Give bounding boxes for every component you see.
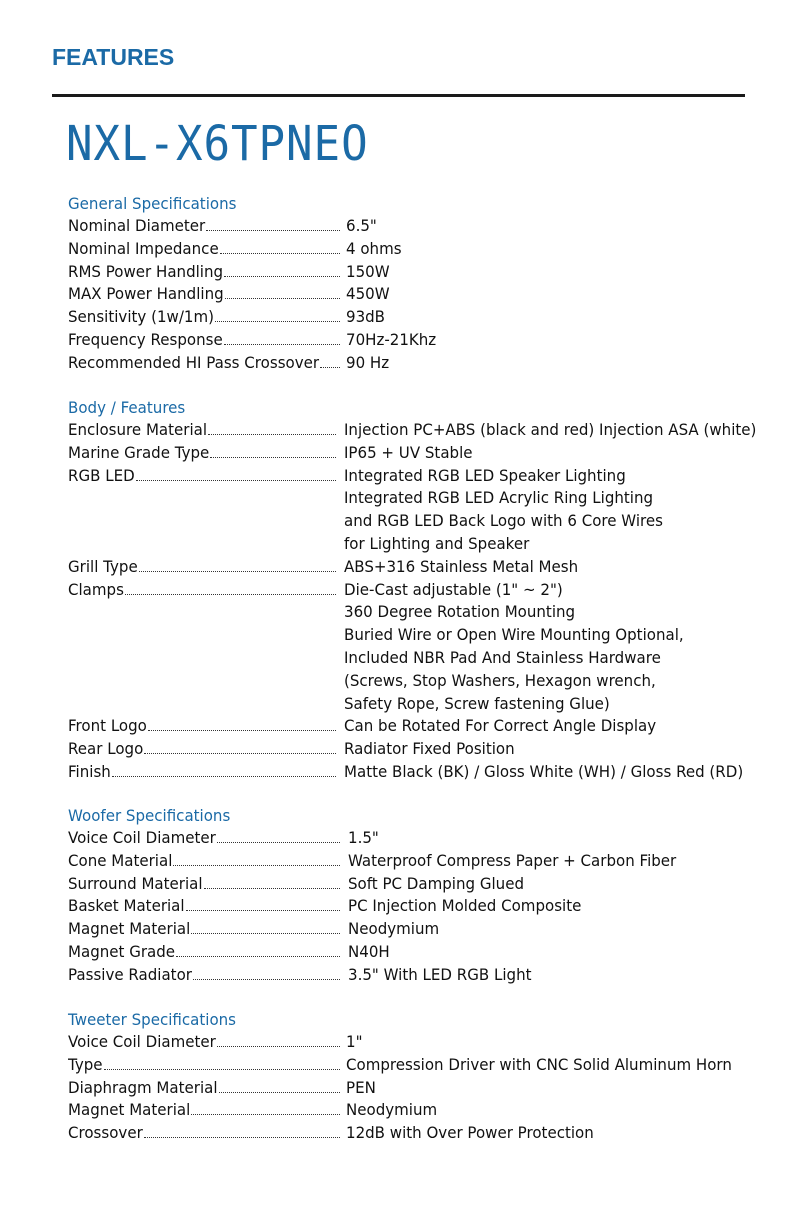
model-name: NXL-X6TPNEO: [66, 116, 369, 172]
spec-label: [68, 352, 342, 375]
spec-value-group: [342, 1122, 778, 1145]
title-divider: [52, 94, 745, 97]
spec-value: PEN: [346, 1077, 376, 1097]
spec-row: [68, 715, 778, 738]
spec-label: [68, 715, 338, 738]
spec-value: Integrated RGB LED Speaker Lighting: [344, 465, 626, 485]
section-heading: General Specifications: [68, 194, 237, 213]
general-specifications-section: [68, 193, 778, 375]
spec-value-group: [342, 215, 778, 238]
dot-leader: [204, 886, 340, 889]
spec-label: [68, 1099, 342, 1122]
dot-leader: [224, 342, 340, 345]
spec-row: [68, 1054, 778, 1077]
spec-label: [68, 1054, 342, 1077]
spec-value-group: [338, 579, 778, 716]
spec-value: 90 Hz: [346, 352, 390, 372]
section-heading: Body / Features: [68, 398, 186, 417]
spec-label-text: Magnet Material: [68, 1100, 191, 1120]
spec-label: [68, 306, 342, 329]
spec-value-group: [342, 261, 778, 284]
dot-leader: [193, 977, 340, 980]
spec-row: [68, 1122, 778, 1145]
dot-leader: [139, 569, 336, 572]
spec-value-group: [342, 1031, 778, 1054]
spec-label: [68, 215, 342, 238]
spec-value-group: [342, 850, 778, 873]
dot-leader: [224, 274, 340, 277]
spec-row: [68, 556, 778, 579]
spec-row: [68, 419, 778, 442]
spec-row: [68, 306, 778, 329]
spec-value: Injection PC+ABS (black and red) Injection ASA (white): [344, 420, 757, 439]
spec-label-text: Clamps: [68, 579, 124, 599]
spec-label-text: Nominal Impedance: [68, 238, 219, 258]
spec-label: [68, 941, 342, 964]
spec-row: [68, 215, 778, 238]
spec-value-group: [342, 306, 778, 329]
spec-value: PC Injection Molded Composite: [348, 896, 582, 916]
spec-value: 1": [346, 1032, 363, 1051]
spec-value: Die-Cast adjustable (1" ~ 2"): [344, 579, 563, 599]
spec-label-text: Basket Material: [68, 896, 185, 916]
spec-label-text: Marine Grade Type: [68, 442, 210, 462]
spec-value-group: [342, 1077, 778, 1100]
spec-label: [68, 1031, 342, 1054]
spec-label: [68, 261, 342, 284]
spec-list: [68, 419, 778, 784]
spec-list: [68, 827, 778, 987]
spec-value: 4 ohms: [346, 238, 402, 258]
spec-value-group: [342, 1054, 778, 1077]
dot-leader: [125, 592, 336, 595]
dot-leader: [208, 432, 336, 435]
spec-label-text: Type: [68, 1054, 103, 1074]
spec-value: Neodymium: [348, 919, 440, 939]
spec-value: Integrated RGB LED Acrylic Ring Lighting: [344, 488, 654, 508]
spec-value-group: [338, 442, 778, 465]
spec-label-text: Nominal Diameter: [68, 216, 206, 235]
dot-leader: [144, 751, 336, 754]
spec-row: [68, 738, 778, 761]
spec-row: [68, 850, 778, 873]
spec-label: [68, 329, 342, 352]
spec-value-group: [338, 419, 783, 442]
dot-leader: [220, 251, 340, 254]
spec-value: Included NBR Pad And Stainless Hardware: [344, 647, 661, 667]
spec-label: [68, 465, 338, 488]
spec-row: [68, 1031, 778, 1054]
spec-label: [68, 918, 342, 941]
spec-value-group: [342, 895, 778, 918]
spec-value-group: [342, 352, 778, 375]
spec-label: [68, 850, 342, 873]
dot-leader: [191, 1112, 340, 1115]
dot-leader: [148, 728, 336, 731]
spec-value: 1.5": [348, 828, 379, 847]
spec-value: 6.5": [346, 216, 377, 235]
dot-leader: [320, 365, 340, 368]
spec-label-text: Enclosure Material: [68, 420, 208, 439]
spec-value: 360 Degree Rotation Mounting: [344, 602, 576, 622]
spec-label-text: RMS Power Handling: [68, 261, 224, 281]
dot-leader: [217, 840, 340, 843]
spec-label: [68, 873, 342, 896]
spec-label: [68, 238, 342, 261]
spec-value: Safety Rope, Screw fastening Glue): [344, 693, 610, 713]
spec-label: [68, 419, 338, 442]
spec-row: [68, 352, 778, 375]
spec-label-text: Frequency Response: [68, 329, 223, 349]
spec-value: Compression Driver with CNC Solid Aluminum Horn: [346, 1054, 732, 1074]
spec-label: [68, 964, 342, 987]
spec-value: 450W: [346, 284, 390, 304]
dot-leader: [191, 931, 340, 934]
spec-value-group: [342, 238, 778, 261]
spec-list: [68, 215, 778, 375]
section-heading: Tweeter Specifications: [68, 1010, 237, 1029]
spec-label: [68, 1077, 342, 1100]
spec-value-group: [342, 283, 778, 306]
spec-value-group: [342, 873, 778, 896]
spec-value: N40H: [348, 941, 390, 961]
spec-value: Waterproof Compress Paper + Carbon Fiber: [348, 850, 677, 870]
spec-value-group: [338, 556, 778, 579]
spec-value-group: [338, 715, 778, 738]
spec-row: [68, 465, 778, 556]
spec-label-text: Magnet Grade: [68, 941, 176, 961]
dot-leader: [173, 863, 340, 866]
spec-label-text: Rear Logo: [68, 739, 144, 759]
spec-value-group: [338, 465, 778, 556]
spec-row: [68, 579, 778, 716]
spec-value: ABS+316 Stainless Metal Mesh: [344, 556, 579, 576]
spec-value-group: [338, 738, 778, 761]
spec-row: [68, 918, 778, 941]
spec-value-group: [342, 964, 778, 987]
spec-value: for Lighting and Speaker: [344, 533, 530, 553]
dot-leader: [225, 296, 340, 299]
spec-label-text: Crossover: [68, 1123, 143, 1143]
spec-value: IP65 + UV Stable: [344, 442, 473, 462]
spec-value-group: [338, 761, 778, 784]
dot-leader: [176, 954, 340, 957]
spec-value-group: [342, 918, 778, 941]
spec-row: [68, 964, 778, 987]
dot-leader: [136, 478, 336, 481]
spec-row: [68, 761, 778, 784]
spec-list: [68, 1031, 778, 1145]
spec-value-group: [342, 1099, 778, 1122]
spec-row: [68, 238, 778, 261]
spec-label-text: Cone Material: [68, 850, 173, 870]
spec-row: [68, 283, 778, 306]
spec-label: [68, 442, 338, 465]
dot-leader: [217, 1044, 340, 1047]
spec-label-text: Voice Coil Diameter: [68, 828, 216, 847]
dot-leader: [186, 908, 340, 911]
spec-value: Matte Black (BK) / Gloss White (WH) / Gloss Red (RD): [344, 761, 744, 781]
spec-label: [68, 579, 338, 602]
spec-label-text: Front Logo: [68, 716, 147, 736]
spec-value: and RGB LED Back Logo with 6 Core Wires: [344, 511, 663, 531]
spec-row: [68, 261, 778, 284]
spec-value: Buried Wire or Open Wire Mounting Optional,: [344, 625, 684, 645]
dot-leader: [112, 774, 336, 777]
spec-value: Neodymium: [346, 1100, 438, 1120]
spec-value: Can be Rotated For Correct Angle Display: [344, 716, 657, 736]
spec-row: [68, 442, 778, 465]
tweeter-specifications-section: [68, 1009, 778, 1145]
spec-label-text: Sensitivity (1w/1m): [68, 307, 214, 327]
dot-leader: [104, 1067, 340, 1070]
spec-value-group: [342, 329, 778, 352]
spec-row: [68, 1077, 778, 1100]
spec-label: [68, 895, 342, 918]
spec-row: [68, 329, 778, 352]
spec-label-text: Magnet Material: [68, 919, 191, 939]
spec-label-text: Finish: [68, 761, 111, 781]
page-title: FEATURES: [52, 44, 175, 70]
dot-leader: [210, 455, 336, 458]
spec-value: 12dB with Over Power Protection: [346, 1123, 594, 1143]
spec-value: Soft PC Damping Glued: [348, 873, 525, 893]
spec-label-text: Passive Radiator: [68, 964, 192, 984]
spec-label: [68, 1122, 342, 1145]
spec-value: 70Hz-21Khz: [346, 329, 437, 349]
spec-label: [68, 761, 338, 784]
spec-row: [68, 895, 778, 918]
spec-label-text: Diaphragm Material: [68, 1077, 218, 1097]
dot-leader: [219, 1090, 340, 1093]
spec-label: [68, 556, 338, 579]
spec-value-group: [342, 941, 778, 964]
spec-label-text: RGB LED: [68, 465, 135, 485]
spec-value: 93dB: [346, 307, 386, 327]
spec-row: [68, 941, 778, 964]
woofer-specifications-section: [68, 805, 778, 987]
spec-row: [68, 827, 778, 850]
spec-label: [68, 827, 342, 850]
spec-value: (Screws, Stop Washers, Hexagon wrench,: [344, 670, 656, 690]
spec-label: [68, 738, 338, 761]
spec-label-text: Voice Coil Diameter: [68, 1032, 216, 1051]
body-features-section: [68, 397, 778, 784]
dot-leader: [206, 228, 340, 231]
spec-value: Radiator Fixed Position: [344, 739, 515, 759]
spec-row: [68, 1099, 778, 1122]
dot-leader: [144, 1135, 340, 1138]
spec-label-text: Grill Type: [68, 556, 138, 576]
section-heading: Woofer Specifications: [68, 806, 231, 825]
dot-leader: [215, 319, 340, 322]
spec-label-text: MAX Power Handling: [68, 284, 224, 304]
spec-value: 150W: [346, 261, 390, 281]
spec-label: [68, 283, 342, 306]
spec-value: 3.5" With LED RGB Light: [348, 964, 532, 984]
spec-label-text: Surround Material: [68, 873, 203, 893]
spec-row: [68, 873, 778, 896]
spec-value-group: [342, 827, 778, 850]
spec-label-text: Recommended HI Pass Crossover: [68, 352, 320, 372]
